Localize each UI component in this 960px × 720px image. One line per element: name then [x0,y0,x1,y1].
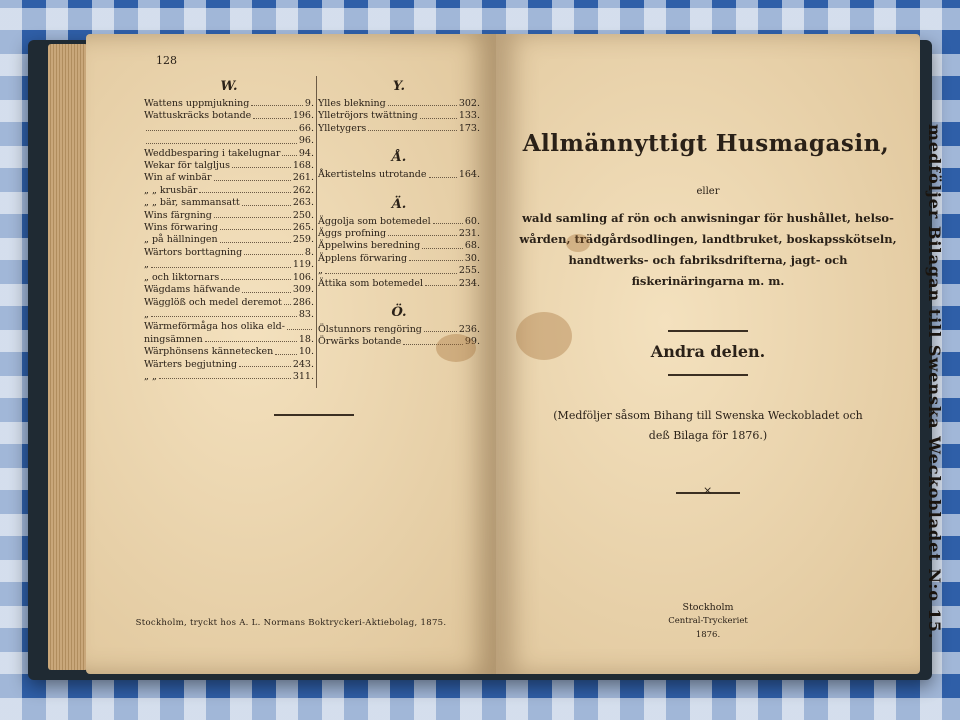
small-ornament [676,492,740,494]
index-entry-text: ningsämnen [144,333,203,345]
dot-leader [424,324,457,332]
index-entry [144,297,314,309]
dot-leader [388,228,457,236]
dot-leader [242,284,291,292]
index-entry-text: Ölstunnors rengöring [318,324,422,336]
index-entry-text: „ på hällningen [144,234,218,246]
index-letter-heading: W. [220,79,238,94]
index-entry [318,169,480,181]
index-entry-page: 68. [464,240,480,252]
dot-leader [251,98,303,106]
index-entry-text: „ „ krusbär [144,184,198,196]
index-entry-page: 309. [292,284,314,296]
index-entry-text: Weddbesparing i takelugnar [144,147,281,159]
note [536,406,880,446]
index-entry-text: Äpplens förwaring [318,252,408,264]
index-entry-page: 255. [458,265,480,277]
index-entry [144,272,314,284]
index-entry-text: Wins förwaring [144,222,219,234]
index-entry-page: 168. [292,160,314,172]
index-entry-page: 286. [292,296,314,308]
dot-leader [422,240,463,248]
subtitle-line: fiskerinäringarna m. m. [631,274,785,288]
index-entry-text: Win af winbär [144,172,212,184]
index-entry [318,228,480,240]
index-entry-page: 302. [458,98,480,109]
index-entry-page: 9. [304,98,314,109]
part-heading: Andra delen. [650,342,766,361]
index-entry [144,197,314,209]
index-entry [144,334,314,346]
index-entry-text: „ „ [144,370,157,382]
dot-leader [151,259,291,267]
index-entry-page: 18. [298,333,314,345]
index-entry [144,123,314,135]
dot-leader [282,148,297,156]
index-entry-page: 173. [458,122,480,134]
index-letter-heading: Ö. [391,305,407,321]
index-entry-text: Åkertistelns utrotande [318,169,427,181]
index-entry-page: 30. [464,252,480,264]
dot-leader [244,247,303,255]
side-imprint: medföljer Bilagan till Swenska Weckobladet N:o 15. [925,124,944,640]
index-entry [144,259,314,271]
index-letter-heading: Y. [392,79,406,94]
dot-leader [388,98,457,106]
dot-leader [284,297,291,305]
dot-leader [239,359,291,367]
dot-leader [232,160,291,168]
page-number: 128 [156,54,177,67]
stain [436,334,476,362]
index-entry-page: 250. [292,209,314,221]
dot-leader [275,346,297,354]
index-entry [144,359,314,371]
index-entry-page: 10. [298,346,314,358]
index-entry-text: Ylles blekning [318,98,386,109]
eller-text: eller [696,186,720,197]
index-entry [144,98,314,110]
index-entry [318,98,480,110]
dot-leader [425,278,457,286]
stain [516,312,572,360]
index-entry-text: Wärphönsens kännetecken [144,346,274,358]
dot-leader [220,234,291,242]
index-entry-text: „ [144,259,149,271]
dot-leader [159,371,291,379]
index-entry [144,309,314,321]
index-entry [318,240,480,252]
index-entry-text: Örwärks botande [318,336,402,348]
index-entry-page: 106. [292,271,314,283]
dot-leader [205,334,297,342]
index-entry-page: 94. [298,147,314,159]
index-entry [318,216,480,228]
index-entry [144,321,314,333]
index-entry-page: 234. [458,277,480,289]
subtitle-line: wald samling af rön och anwisningar för hushållet, helso- [522,211,894,225]
index-entry-page: 263. [292,197,314,209]
index-entry-page: 311. [292,370,314,382]
index-entry-text: Ylletygers [318,122,367,134]
index-entry-text: „ „ bär, sammansatt [144,197,240,209]
index-entry [144,284,314,296]
dot-leader [253,110,291,118]
index-entry-text: Wärmeförmåga hos olika eld- [144,321,285,333]
index-entry-text: Wägdams häfwande [144,284,241,296]
page-edges [48,44,88,670]
book-title: Allmännyttigt Husmagasin, [522,130,890,157]
imprint-year: 1876. [695,630,721,640]
index-entry [144,172,314,184]
dot-leader [368,123,457,131]
index-entry [144,135,314,147]
index-entry [144,222,314,234]
index-entry-page: 83. [298,308,314,320]
dot-leader [221,272,291,280]
imprint: Stockholm, tryckt hos A. L. Normans Boktryckeri-Aktiebolag, 1875. [135,618,447,628]
dot-leader [151,309,297,317]
subtitle-line: wården, trädgårdsodlingen, landtbruket, boskapsskötseln, [519,232,897,246]
column-divider [316,76,317,388]
index-entry-page: 243. [292,358,314,370]
imprint-printer: Central-Tryckeriet [668,616,748,626]
index-entry-text: Äppelwins beredning [318,240,421,252]
dot-leader [146,135,297,143]
index-entry-text: Ättika som botemedel [318,277,424,289]
index-entry [318,253,480,265]
index-entry-text: Wins färgning [144,209,212,221]
index-entry [144,185,314,197]
index-entry-page: 236. [458,324,480,336]
index-entry-page: 259. [292,234,314,246]
note-line: deß Bilaga för 1876.) [648,429,768,442]
index-entry-text: Wägglöß och medel deremot [144,296,282,308]
index-entry [318,265,480,277]
index-entry [144,210,314,222]
left-page [86,34,496,674]
index-entry-page: 66. [298,122,314,134]
imprint-city: Stockholm [682,602,734,613]
rule-bottom [668,374,748,376]
index-entry-text: Ylletröjors twättning [318,110,418,122]
index-entry [144,247,314,259]
dot-leader [287,321,312,329]
rule-top [668,330,748,332]
index-entry-text: „ och liktornars [144,271,220,283]
index-letter-heading: Ä. [391,196,407,212]
index-entry [318,110,480,122]
index-entry [144,160,314,172]
right-page [496,34,920,674]
index-entry [144,110,314,122]
dot-leader [242,197,291,205]
dot-leader [433,216,463,224]
dot-leader [214,210,291,218]
dot-leader [214,172,291,180]
index-entry-page: 265. [292,222,314,234]
index-entry-text: „ [318,265,323,277]
index-entry-page: 96. [298,135,314,147]
note-line: (Medföljer såsom Bihang till Swenska Weckobladet och [553,409,863,422]
dot-leader [220,222,291,230]
subtitle-line: handtwerks- och fabriksdrifterna, jagt- och [568,253,848,267]
index-entry [144,234,314,246]
index-entry [144,346,314,358]
index-entry-text: Wekar för talgljus [144,160,230,172]
stain [566,234,590,252]
index-entry-text: Wattuskräcks botande [144,110,252,122]
index-entry-text: Äggs profning [318,228,387,240]
index-entry-page: 262. [292,184,314,196]
index-entry-page: 231. [458,228,480,240]
index-entry-page: 99. [464,336,480,348]
index-entry-text: Wärtors borttagning [144,246,243,258]
index-column-right [318,74,480,349]
index-entry-text: Äggolja som botemedel [318,215,431,227]
index-entry-page: 164. [458,169,480,181]
dot-leader [146,123,297,131]
dot-leader [429,169,457,177]
dot-leader [325,265,457,273]
index-entry-page: 60. [464,215,480,227]
index-entry-text: „ [144,308,149,320]
index-entry-text: Wattens uppmjukning [144,98,250,109]
divider-ornament [274,414,354,416]
index-entry-page: 8. [304,246,314,258]
index-entry-page: 261. [292,172,314,184]
dot-leader [409,253,463,261]
index-entry-text: Wärters begjutning [144,358,238,370]
index-column-left [144,74,314,383]
index-letter-heading: Å. [391,150,407,166]
index-entry [144,148,314,160]
dot-leader [420,110,457,118]
index-entry-page: 133. [458,110,480,122]
index-entry [318,278,480,290]
index-entry-page: 196. [292,110,314,122]
index-entry [318,123,480,135]
dot-leader [199,185,290,193]
index-entry-page: 119. [292,259,314,271]
index-entry [144,371,314,383]
